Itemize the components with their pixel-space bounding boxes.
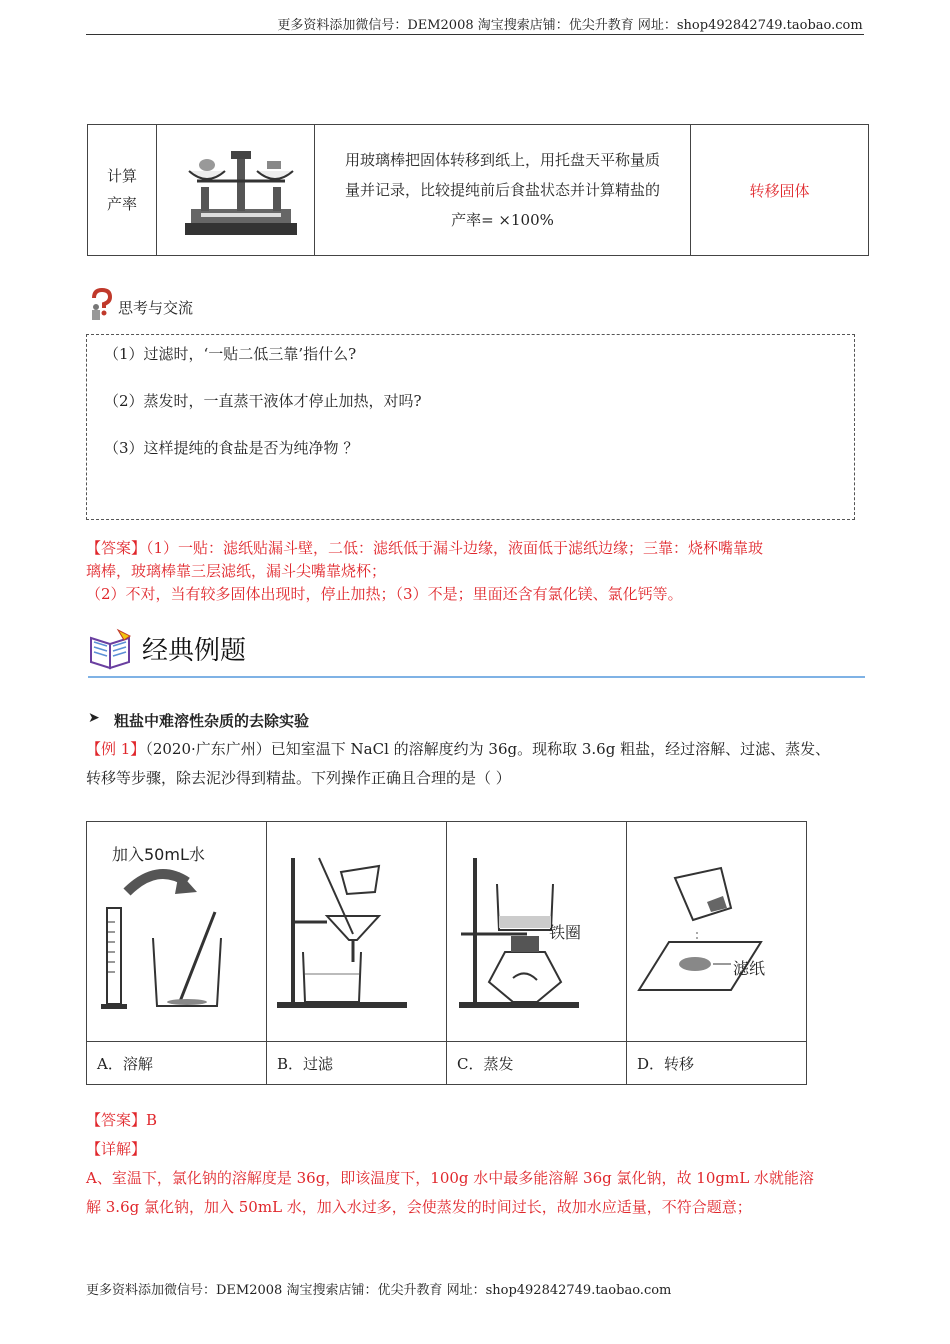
procedure-table: [87, 124, 869, 256]
question-3: （3）这样提纯的食盐是否为纯净物 ？: [104, 439, 359, 457]
answer-line-1: 【答案】（1）一贴：滤纸贴漏斗壁，二低：滤纸低于漏斗边缘，液面低于滤纸边缘；三靠：烧杯嘴靠玻: [86, 539, 764, 557]
option-d: D．转移: [627, 1042, 807, 1085]
table-row: [88, 125, 869, 256]
answer-line-3: （2）不对，当有较多固体出现时，停止加热；（3）不是；里面还含有氯化镁、氯化钙等。: [86, 585, 683, 603]
evaporate-figure-icon: [447, 822, 615, 1037]
figure-c-label: 铁圈: [549, 923, 582, 942]
option-a: A．溶解: [87, 1042, 267, 1085]
description-line1: 用玻璃棒把固体转移到纸上，用托盘天平称量质: [344, 151, 660, 169]
example-label: 【例 1】: [86, 740, 146, 758]
transfer-figure-icon: [627, 822, 795, 1037]
example-line-1: [86, 735, 830, 764]
filter-figure-icon: [267, 822, 435, 1037]
step-label-line2: 产率: [106, 195, 137, 213]
answer-line-2: 璃棒，玻璃棒靠三层滤纸，漏斗尖嘴靠烧杯；: [86, 562, 387, 580]
bullet-arrow-icon: ➤: [88, 710, 100, 726]
step-cell: [88, 125, 157, 256]
detail-label: 【详解】: [86, 1140, 147, 1158]
detail-line-1: A、室温下，氯化钠的溶解度是 36g，即该温度下，100g 水中最多能溶解 36g 氯化钠，故 10gmL 水就能溶: [86, 1169, 814, 1187]
balance-scale-icon: [157, 125, 314, 251]
options-table: [86, 821, 807, 1085]
book-icon: [88, 628, 134, 672]
description-cell: [315, 125, 691, 256]
dissolve-figure-icon: [87, 822, 255, 1037]
description-line2: 量并记录，比较提纯前后食盐状态并计算精盐的: [344, 181, 660, 199]
question-2: （2）蒸发时，一直蒸干液体才停止加热，对吗?: [104, 392, 422, 410]
detail-line-2: 解 3.6g 氯化钠，加入 50mL 水，加入水过多，会使蒸发的时间过长，故加水应适量，不符合题意；: [86, 1198, 752, 1216]
option-b: B．过滤: [267, 1042, 447, 1085]
section-title: 经典例题: [142, 636, 247, 666]
example-line-2: 转移等步骤，除去泥沙得到精盐。下列操作正确且合理的是（ ）: [86, 769, 511, 787]
example-topic: 粗盐中难溶性杂质的去除实验: [114, 712, 310, 730]
think-title: 思考与交流: [118, 299, 194, 317]
page-footer: 更多资料添加微信号：DEM2008 淘宝搜索店铺：优尖升教育 网址：shop492842749.taobao.com: [86, 1283, 672, 1298]
figure-d-label: 滤纸: [733, 959, 766, 978]
question-1: （1）过滤时，‘一贴二低三靠’指什么?: [104, 345, 357, 363]
step-label-line1: 计算: [106, 167, 137, 185]
operation-cell: 转移固体: [691, 125, 869, 256]
figure-c-evaporate: [447, 822, 627, 1042]
figure-a-dissolve: [87, 822, 267, 1042]
section-divider: [88, 676, 865, 678]
example-answer: 【答案】B: [86, 1111, 158, 1129]
balance-image-cell: [157, 125, 315, 256]
figure-b-filter: [267, 822, 447, 1042]
page-header: 更多资料添加微信号：DEM2008 淘宝搜索店铺：优尖升教育 网址：shop492842749.taobao.com: [277, 18, 863, 33]
example-text-1: （2020·广东广州）已知室温下 NaCl 的溶解度约为 36g。现称取 3.6g 粗盐，经过溶解、过滤、蒸发、: [145, 740, 831, 758]
header-divider: [86, 34, 864, 35]
question-person-icon: [88, 288, 116, 322]
description-line3: 产率= ×100%: [451, 211, 554, 229]
option-c: C．蒸发: [447, 1042, 627, 1085]
figure-a-label: 加入50mL水: [112, 845, 205, 864]
figure-d-transfer: [627, 822, 807, 1042]
